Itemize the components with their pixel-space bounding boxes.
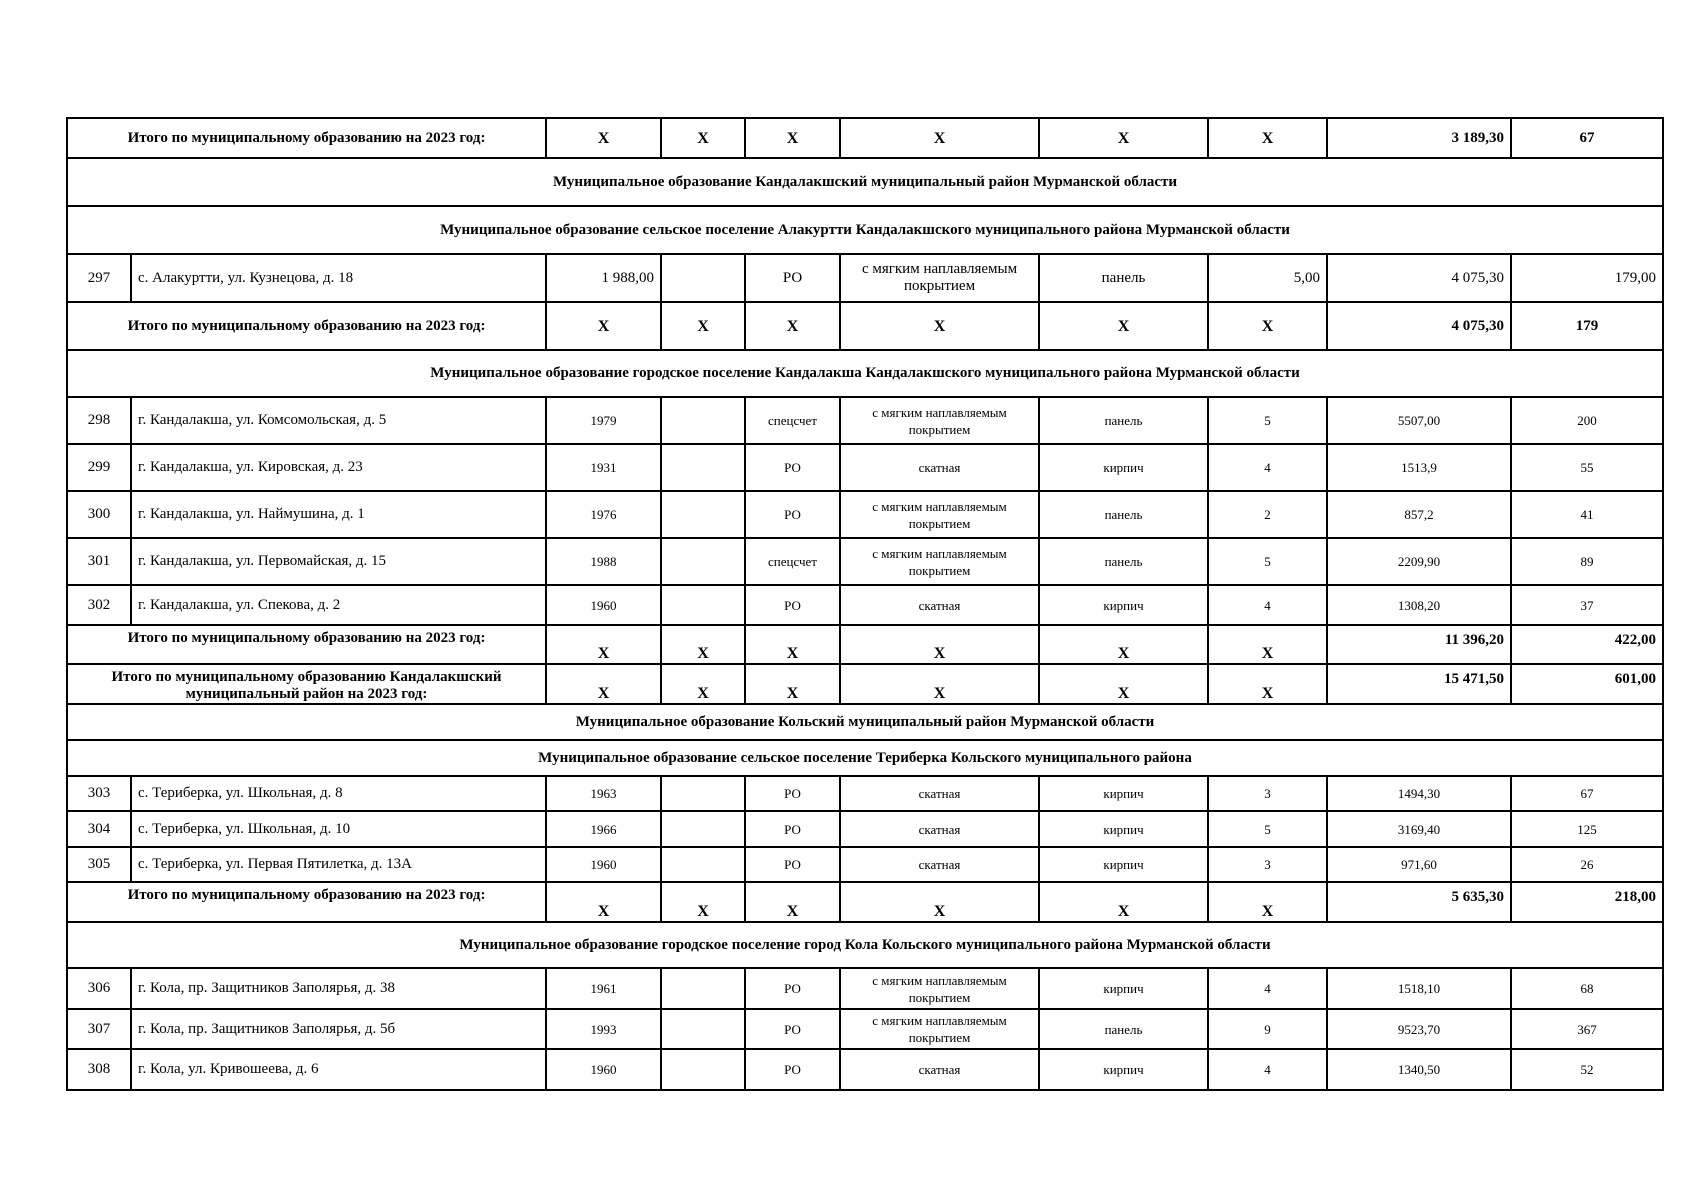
- year-cell: 1963: [546, 776, 661, 811]
- total-label: Итого по муниципальному образованию на 2023 год:: [67, 882, 546, 922]
- address-cell: г. Кола, пр. Защитников Заполярья, д. 38: [131, 968, 546, 1009]
- table-body: [67, 118, 1663, 1090]
- wall-material-cell: кирпич: [1039, 968, 1208, 1009]
- area-cell: 3169,40: [1327, 811, 1511, 847]
- section-header-row: [67, 350, 1663, 397]
- year-cell: 1960: [546, 1049, 661, 1090]
- year-cell: 1993: [546, 1009, 661, 1049]
- total-label: Итого по муниципальному образованию Кандалакшский муниципальный район на 2023 год:: [67, 664, 546, 704]
- table-row: [67, 444, 1663, 491]
- total-area: 3 189,30: [1327, 118, 1511, 158]
- total-x-mark: Х: [661, 664, 745, 704]
- area-cell: 971,60: [1327, 847, 1511, 882]
- funding-method-cell: РО: [745, 254, 840, 302]
- table-row: [67, 811, 1663, 847]
- total-residents: 67: [1511, 118, 1663, 158]
- table-row: [67, 585, 1663, 625]
- funding-method-cell: РО: [745, 811, 840, 847]
- total-x-mark: Х: [1208, 625, 1327, 664]
- section-header-row: [67, 158, 1663, 206]
- total-x-mark: Х: [546, 302, 661, 350]
- address-cell: с. Алакуртти, ул. Кузнецова, д. 18: [131, 254, 546, 302]
- address-cell: г. Кола, ул. Кривошеева, д. 6: [131, 1049, 546, 1090]
- empty-cell: [661, 538, 745, 585]
- empty-cell: [661, 397, 745, 444]
- table-row: [67, 1009, 1663, 1049]
- address-cell: г. Кола, пр. Защитников Заполярья, д. 5б: [131, 1009, 546, 1049]
- residents-cell: 26: [1511, 847, 1663, 882]
- year-cell: 1966: [546, 811, 661, 847]
- funding-method-cell: РО: [745, 491, 840, 538]
- section-header: Муниципальное образование Кольский муниципальный район Мурманской области: [67, 704, 1663, 740]
- total-x-mark: Х: [1039, 118, 1208, 158]
- total-area: 4 075,30: [1327, 302, 1511, 350]
- area-cell: 9523,70: [1327, 1009, 1511, 1049]
- floors-cell: 5: [1208, 397, 1327, 444]
- area-cell: 1513,9: [1327, 444, 1511, 491]
- section-header-row: [67, 922, 1663, 968]
- empty-cell: [661, 776, 745, 811]
- roof-type-cell: скатная: [840, 847, 1039, 882]
- empty-cell: [661, 811, 745, 847]
- total-residents: 179: [1511, 302, 1663, 350]
- total-row: [67, 302, 1663, 350]
- total-label: Итого по муниципальному образованию на 2023 год:: [67, 118, 546, 158]
- total-row: [67, 882, 1663, 922]
- address-cell: с. Териберка, ул. Первая Пятилетка, д. 13А: [131, 847, 546, 882]
- total-x-mark: Х: [745, 302, 840, 350]
- year-cell: 1960: [546, 585, 661, 625]
- row-number: 301: [67, 538, 131, 585]
- total-area: 11 396,20: [1327, 625, 1511, 664]
- floors-cell: 5: [1208, 538, 1327, 585]
- total-x-mark: Х: [840, 302, 1039, 350]
- residents-cell: 37: [1511, 585, 1663, 625]
- total-x-mark: Х: [1208, 664, 1327, 704]
- row-number: 299: [67, 444, 131, 491]
- total-x-mark: Х: [1208, 302, 1327, 350]
- funding-method-cell: РО: [745, 968, 840, 1009]
- floors-cell: 9: [1208, 1009, 1327, 1049]
- area-cell: 1494,30: [1327, 776, 1511, 811]
- row-number: 305: [67, 847, 131, 882]
- total-residents: 218,00: [1511, 882, 1663, 922]
- roof-type-cell: скатная: [840, 776, 1039, 811]
- total-x-mark: Х: [661, 302, 745, 350]
- table-row: [67, 538, 1663, 585]
- residents-cell: 89: [1511, 538, 1663, 585]
- year-cell: 1931: [546, 444, 661, 491]
- total-residents: 601,00: [1511, 664, 1663, 704]
- wall-material-cell: кирпич: [1039, 444, 1208, 491]
- address-cell: с. Териберка, ул. Школьная, д. 8: [131, 776, 546, 811]
- total-x-mark: Х: [840, 625, 1039, 664]
- total-x-mark: Х: [1039, 882, 1208, 922]
- table-row: [67, 397, 1663, 444]
- floors-cell: 4: [1208, 585, 1327, 625]
- year-cell: 1 988,00: [546, 254, 661, 302]
- row-number: 297: [67, 254, 131, 302]
- funding-method-cell: РО: [745, 847, 840, 882]
- total-x-mark: Х: [1208, 882, 1327, 922]
- roof-type-cell: с мягким наплавляемым покрытием: [840, 968, 1039, 1009]
- floors-cell: 5: [1208, 811, 1327, 847]
- wall-material-cell: кирпич: [1039, 847, 1208, 882]
- residents-cell: 68: [1511, 968, 1663, 1009]
- total-label: Итого по муниципальному образованию на 2023 год:: [67, 302, 546, 350]
- total-label: Итого по муниципальному образованию на 2023 год:: [67, 625, 546, 664]
- roof-type-cell: скатная: [840, 585, 1039, 625]
- address-cell: г. Кандалакша, ул. Комсомольская, д. 5: [131, 397, 546, 444]
- roof-type-cell: с мягким наплавляемым покрытием: [840, 538, 1039, 585]
- address-cell: с. Териберка, ул. Школьная, д. 10: [131, 811, 546, 847]
- funding-method-cell: РО: [745, 1009, 840, 1049]
- area-cell: 4 075,30: [1327, 254, 1511, 302]
- table-row: [67, 968, 1663, 1009]
- empty-cell: [661, 968, 745, 1009]
- address-cell: г. Кандалакша, ул. Спекова, д. 2: [131, 585, 546, 625]
- total-x-mark: Х: [840, 664, 1039, 704]
- total-x-mark: Х: [661, 118, 745, 158]
- residents-cell: 125: [1511, 811, 1663, 847]
- section-header: Муниципальное образование Кандалакшский муниципальный район Мурманской области: [67, 158, 1663, 206]
- row-number: 300: [67, 491, 131, 538]
- row-number: 304: [67, 811, 131, 847]
- roof-type-cell: с мягким наплавляемым покрытием: [840, 254, 1039, 302]
- section-header-row: [67, 740, 1663, 776]
- residents-cell: 367: [1511, 1009, 1663, 1049]
- year-cell: 1976: [546, 491, 661, 538]
- year-cell: 1979: [546, 397, 661, 444]
- residents-cell: 55: [1511, 444, 1663, 491]
- roof-type-cell: скатная: [840, 811, 1039, 847]
- year-cell: 1961: [546, 968, 661, 1009]
- residents-cell: 67: [1511, 776, 1663, 811]
- roof-type-cell: с мягким наплавляемым покрытием: [840, 1009, 1039, 1049]
- floors-cell: 4: [1208, 1049, 1327, 1090]
- wall-material-cell: панель: [1039, 254, 1208, 302]
- wall-material-cell: панель: [1039, 1009, 1208, 1049]
- empty-cell: [661, 1009, 745, 1049]
- area-cell: 1308,20: [1327, 585, 1511, 625]
- floors-cell: 5,00: [1208, 254, 1327, 302]
- floors-cell: 4: [1208, 444, 1327, 491]
- total-x-mark: Х: [745, 625, 840, 664]
- address-cell: г. Кандалакша, ул. Наймушина, д. 1: [131, 491, 546, 538]
- empty-cell: [661, 491, 745, 538]
- wall-material-cell: кирпич: [1039, 811, 1208, 847]
- section-header: Муниципальное образование городское поселение город Кола Кольского муниципального района Мурманской области: [67, 922, 1663, 968]
- total-x-mark: Х: [745, 882, 840, 922]
- empty-cell: [661, 444, 745, 491]
- table-row: [67, 254, 1663, 302]
- total-area: 15 471,50: [1327, 664, 1511, 704]
- floors-cell: 4: [1208, 968, 1327, 1009]
- funding-method-cell: спецсчет: [745, 538, 840, 585]
- total-x-mark: Х: [745, 118, 840, 158]
- residents-cell: 179,00: [1511, 254, 1663, 302]
- area-cell: 1518,10: [1327, 968, 1511, 1009]
- floors-cell: 3: [1208, 847, 1327, 882]
- funding-method-cell: РО: [745, 776, 840, 811]
- total-x-mark: Х: [1039, 302, 1208, 350]
- floors-cell: 2: [1208, 491, 1327, 538]
- wall-material-cell: кирпич: [1039, 1049, 1208, 1090]
- total-x-mark: Х: [840, 118, 1039, 158]
- wall-material-cell: панель: [1039, 491, 1208, 538]
- empty-cell: [661, 1049, 745, 1090]
- area-cell: 5507,00: [1327, 397, 1511, 444]
- section-header: Муниципальное образование сельское поселение Алакуртти Кандалакшского муниципального района Мурманской области: [67, 206, 1663, 254]
- total-x-mark: Х: [546, 625, 661, 664]
- total-x-mark: Х: [546, 882, 661, 922]
- roof-type-cell: с мягким наплавляемым покрытием: [840, 397, 1039, 444]
- section-header-row: [67, 704, 1663, 740]
- row-number: 306: [67, 968, 131, 1009]
- section-header: Муниципальное образование городское поселение Кандалакша Кандалакшского муниципального района Мурманской области: [67, 350, 1663, 397]
- area-cell: 1340,50: [1327, 1049, 1511, 1090]
- area-cell: 857,2: [1327, 491, 1511, 538]
- row-number: 307: [67, 1009, 131, 1049]
- total-x-mark: Х: [546, 118, 661, 158]
- residents-cell: 200: [1511, 397, 1663, 444]
- total-residents: 422,00: [1511, 625, 1663, 664]
- total-x-mark: Х: [745, 664, 840, 704]
- total-row: [67, 118, 1663, 158]
- total-x-mark: Х: [546, 664, 661, 704]
- funding-method-cell: РО: [745, 444, 840, 491]
- roof-type-cell: с мягким наплавляемым покрытием: [840, 491, 1039, 538]
- roof-type-cell: скатная: [840, 1049, 1039, 1090]
- total-x-mark: Х: [1208, 118, 1327, 158]
- residents-cell: 52: [1511, 1049, 1663, 1090]
- address-cell: г. Кандалакша, ул. Кировская, д. 23: [131, 444, 546, 491]
- funding-method-cell: РО: [745, 585, 840, 625]
- wall-material-cell: панель: [1039, 397, 1208, 444]
- row-number: 303: [67, 776, 131, 811]
- total-x-mark: Х: [1039, 625, 1208, 664]
- roof-type-cell: скатная: [840, 444, 1039, 491]
- funding-method-cell: спецсчет: [745, 397, 840, 444]
- total-area: 5 635,30: [1327, 882, 1511, 922]
- table-row: [67, 847, 1663, 882]
- section-header: Муниципальное образование сельское поселение Териберка Кольского муниципального района: [67, 740, 1663, 776]
- housing-table: [66, 117, 1664, 1091]
- wall-material-cell: кирпич: [1039, 585, 1208, 625]
- wall-material-cell: кирпич: [1039, 776, 1208, 811]
- total-row: [67, 664, 1663, 704]
- residents-cell: 41: [1511, 491, 1663, 538]
- total-x-mark: Х: [661, 882, 745, 922]
- total-x-mark: Х: [1039, 664, 1208, 704]
- total-x-mark: Х: [840, 882, 1039, 922]
- total-x-mark: Х: [661, 625, 745, 664]
- empty-cell: [661, 254, 745, 302]
- wall-material-cell: панель: [1039, 538, 1208, 585]
- total-row: [67, 625, 1663, 664]
- row-number: 308: [67, 1049, 131, 1090]
- address-cell: г. Кандалакша, ул. Первомайская, д. 15: [131, 538, 546, 585]
- year-cell: 1960: [546, 847, 661, 882]
- row-number: 302: [67, 585, 131, 625]
- funding-method-cell: РО: [745, 1049, 840, 1090]
- area-cell: 2209,90: [1327, 538, 1511, 585]
- year-cell: 1988: [546, 538, 661, 585]
- floors-cell: 3: [1208, 776, 1327, 811]
- empty-cell: [661, 847, 745, 882]
- table-row: [67, 776, 1663, 811]
- row-number: 298: [67, 397, 131, 444]
- empty-cell: [661, 585, 745, 625]
- table-row: [67, 1049, 1663, 1090]
- section-header-row: [67, 206, 1663, 254]
- table-row: [67, 491, 1663, 538]
